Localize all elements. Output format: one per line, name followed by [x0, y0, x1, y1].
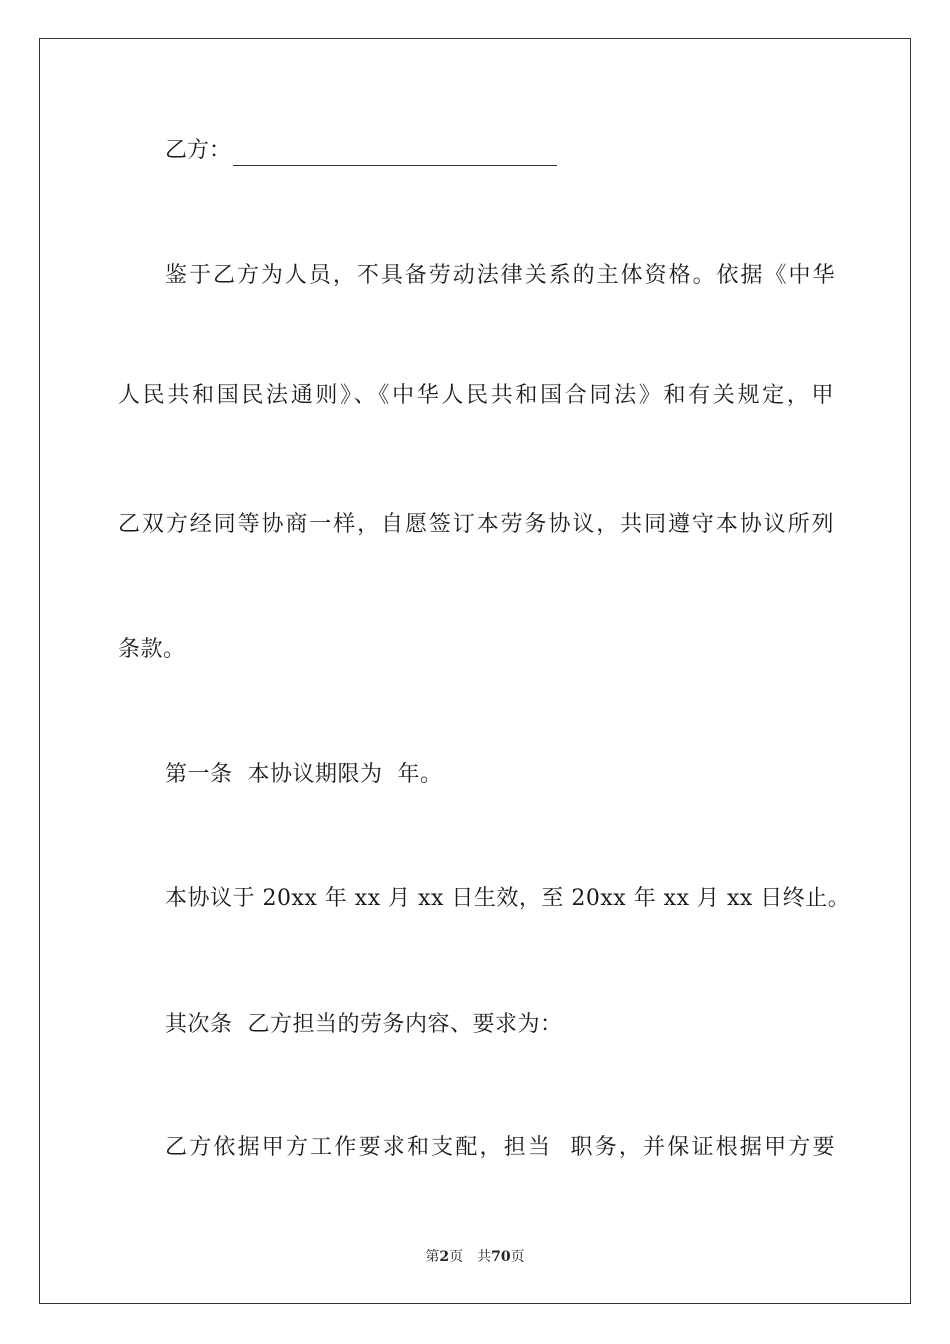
- page-suffix: 页: [449, 1249, 464, 1265]
- page-current: 2: [439, 1249, 450, 1265]
- paragraph-intro-line-3: 乙双方经同等协商一样，自愿签订本劳务协议，共同遵守本协议所列: [118, 512, 834, 537]
- article-2-heading: 其次条 乙方担当的劳务内容、要求为：: [165, 1012, 563, 1037]
- page-footer: [0, 1247, 950, 1267]
- effective-date-paragraph: 本协议于 20xx 年 xx 月 xx 日生效，至 20xx 年 xx 月 xx 日终止。: [165, 886, 851, 911]
- party-b-line: [165, 136, 557, 166]
- paragraph-intro-line-4: 条款。: [118, 637, 186, 662]
- party-b-label: 乙方：: [165, 138, 232, 163]
- duty-paragraph: 乙方依据甲方工作要求和支配，担当 职务，并保证根据甲方要: [165, 1135, 835, 1160]
- page-total: 70: [491, 1249, 511, 1265]
- paragraph-intro-line-1: 鉴于乙方为人员，不具备劳动法律关系的主体资格。依据《中华: [165, 263, 835, 288]
- paragraph-intro-line-2: 人民共和国民法通则》、《中华人民共和国合同法》和有关规定，甲: [118, 383, 834, 408]
- party-b-blank-field: [233, 143, 557, 166]
- page-border: [39, 38, 911, 1304]
- total-prefix: 共: [477, 1249, 492, 1265]
- article-1-heading: 第一条 本协议期限为 年。: [165, 762, 443, 787]
- total-suffix: 页: [510, 1249, 525, 1265]
- page-prefix: 第: [425, 1249, 440, 1265]
